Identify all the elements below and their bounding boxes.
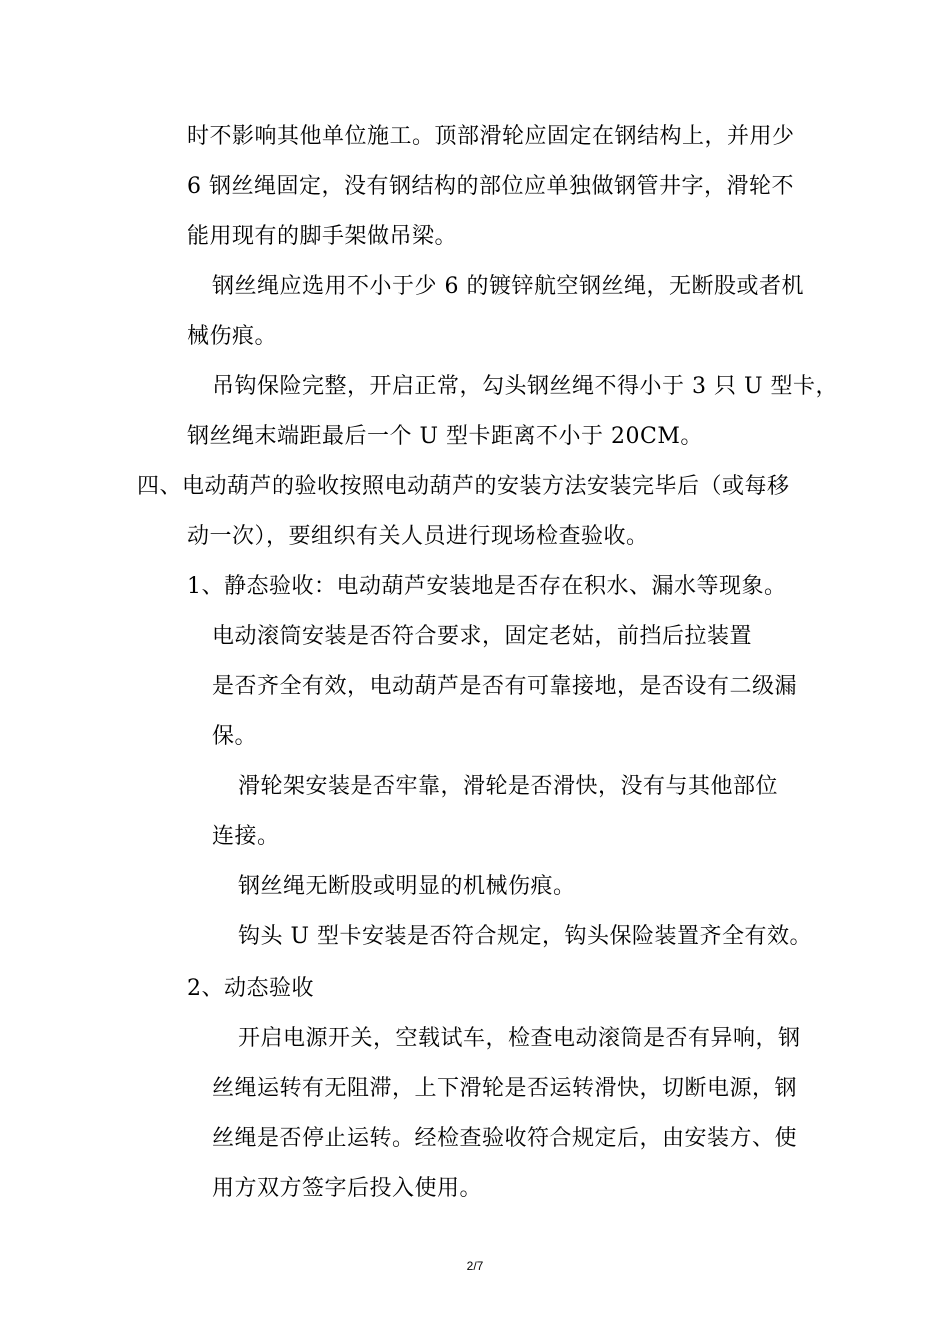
text-line: 能用现有的脚手架做吊梁。 [187,224,458,249]
text-line: 丝绳运转有无阻滞，上下滑轮是否运转滑快，切断电源，钢 [212,1076,798,1101]
text-line: 是否齐全有效，电动葫芦是否有可靠接地，是否设有二级漏 [212,674,798,699]
text-line: 钢丝绳无断股或明显的机械伤痕。 [238,874,576,899]
text-line: 连接。 [212,824,280,849]
text-line: 开启电源开关，空载试车，检查电动滚筒是否有异响，钢 [238,1026,801,1051]
text-line: 时不影响其他单位施工。顶部滑轮应固定在钢结构上，并用少 [187,124,795,149]
text-line: 动一次），要组织有关人员进行现场检查验收。 [187,524,649,549]
text-line: 械伤痕。 [187,324,278,349]
text-line: 电动滚筒安装是否符合要求，固定老姑，前挡后拉装置 [212,624,753,649]
subsection-heading: 2、动态验收 [187,976,314,1001]
text-line: 丝绳是否停止运转。经检查验收符合规定后，由安装方、使 [212,1126,798,1151]
page-number: 2/7 [466,1259,484,1273]
text-line: 钢丝绳应选用不小于少 6 的镀锌航空钢丝绳，无断股或者机 [212,274,804,299]
text-line: 6 钢丝绳固定，没有钢结构的部位应单独做钢管井字，滑轮不 [187,174,794,199]
section-heading: 四、电动葫芦的验收按照电动葫芦的安装方法安装完毕后（或每移 [137,474,790,499]
subsection-heading: 1、静态验收：电动葫芦安装地是否存在积水、漏水等现象。 [187,574,787,599]
text-line: 滑轮架安装是否牢靠，滑轮是否滑快，没有与其他部位 [238,774,779,799]
text-line: 保。 [212,724,258,749]
text-line: 钩头 U 型卡安装是否符合规定，钩头保险装置齐全有效。 [238,924,813,949]
text-line: 钢丝绳末端距最后一个 U 型卡距离不小于 20CM。 [187,424,703,449]
text-line: 吊钩保险完整，开启正常，勾头钢丝绳不得小于 3 只 U 型卡， [212,374,839,399]
text-line: 用方双方签字后投入使用。 [212,1176,483,1201]
